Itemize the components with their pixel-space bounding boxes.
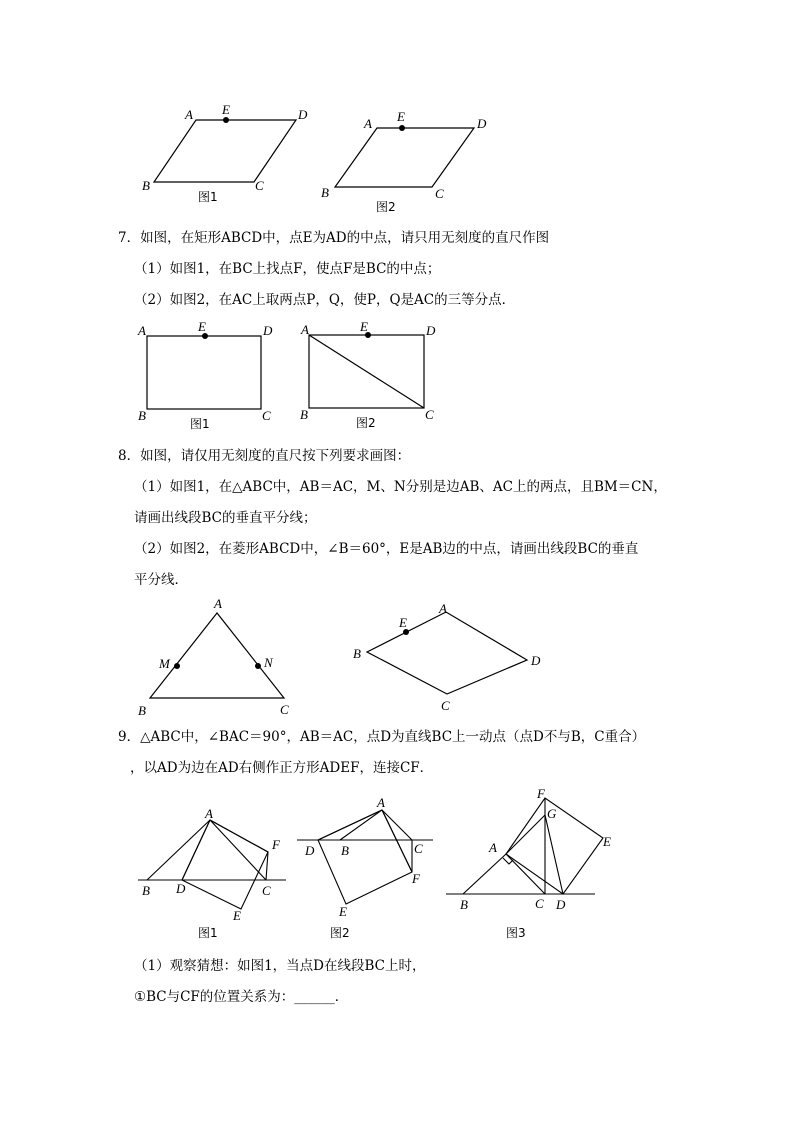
label-c: C: [435, 186, 444, 201]
label-f: F: [537, 786, 545, 801]
row2-fig2-rectangle: [300, 319, 436, 430]
label-e: E: [233, 908, 241, 923]
figure-caption: 图2: [356, 416, 376, 430]
figure-caption: 图1: [198, 190, 218, 204]
label-c: C: [255, 178, 264, 193]
point-e-dot: [223, 117, 229, 123]
label-d: D: [263, 323, 273, 338]
figure-caption: 图3: [506, 926, 526, 940]
row4-fig2-labels: [304, 795, 423, 940]
row2-fig1-rectangle: [137, 319, 273, 431]
q8-part1-line2: 请画出线段BC的垂直平分线；: [134, 510, 317, 526]
label-d: D: [426, 323, 436, 338]
label-c: C: [280, 702, 289, 717]
q9-stem-line1: 9．△ABC中，∠BAC＝90°，AB＝AC，点D为直线BC上一动点（点D不与B，C重合）: [118, 729, 646, 745]
label-c: C: [535, 896, 544, 911]
row1-fig2-parallelogram: [321, 109, 487, 214]
label-d: D: [531, 653, 541, 668]
q7-part1: （1）如图1，在BC上找点F，使点F是BC的中点；: [134, 261, 441, 277]
label-b: B: [353, 646, 361, 661]
label-f: F: [272, 837, 280, 852]
q8-part1-line1: （1）如图1，在△ABC中，AB＝AC，M、N分别是边AB、AC上的两点，且BM＝CN，: [134, 479, 667, 495]
label-e: E: [399, 615, 407, 630]
label-a: A: [185, 107, 193, 122]
point-m-dot: [174, 663, 180, 669]
figure-caption: 图2: [376, 200, 396, 214]
row3-fig1-triangle: [138, 596, 289, 718]
label-b: B: [321, 185, 329, 200]
label-b: B: [142, 178, 150, 193]
q9-part1-sub1: ①BC与CF的位置关系为：______．: [134, 989, 349, 1005]
label-d: D: [305, 843, 315, 858]
q9-stem-line2: ，以AD为边在AD右侧作正方形ADEF，连接CF．: [130, 760, 434, 776]
q7-part2: （2）如图2，在AC上取两点P，Q，使P，Q是AC的三等分点．: [134, 292, 516, 308]
label-e: E: [198, 319, 206, 334]
label-b: B: [138, 703, 146, 718]
q7-stem: 7．如图，在矩形ABCD中，点E为AD的中点，请只用无刻度的直尺作图: [118, 230, 550, 246]
label-a: A: [205, 806, 213, 821]
label-c: C: [414, 841, 423, 856]
label-n: N: [264, 655, 273, 670]
label-a: A: [364, 116, 372, 131]
label-e: E: [339, 904, 347, 919]
label-d: D: [176, 881, 186, 896]
label-c: C: [441, 698, 450, 713]
q8-part2-line2: 平分线．: [134, 572, 188, 588]
label-f: F: [412, 871, 420, 886]
label-d: D: [298, 107, 308, 122]
label-c: C: [262, 883, 271, 898]
label-a: A: [138, 323, 146, 338]
row4-fig2-diagram: [297, 810, 433, 904]
label-a: A: [377, 795, 385, 810]
q8-part2-line1: （2）如图2，在菱形ABCD中，∠B＝60°，E是AB边的中点，请画出线段BC的垂直: [134, 541, 639, 557]
label-e: E: [222, 102, 230, 117]
label-b: B: [341, 843, 349, 858]
point-e-dot: [399, 125, 405, 131]
q8-stem: 8．如图，请仅用无刻度的直尺按下列要求画图：: [118, 448, 411, 464]
label-b: B: [142, 883, 150, 898]
label-a: A: [489, 840, 497, 855]
figure-caption: 图1: [190, 417, 210, 431]
row4-fig3-labels: [460, 786, 611, 940]
label-e: E: [603, 834, 611, 849]
label-a: A: [214, 596, 222, 611]
figure-caption: 图2: [330, 926, 350, 940]
label-m: M: [159, 656, 170, 671]
point-n-dot: [255, 663, 261, 669]
q9-part1: （1）观察猜想：如图1，当点D在线段BC上时，: [134, 958, 426, 974]
row4-fig3-diagram: [446, 798, 603, 894]
label-g: G: [547, 806, 557, 821]
label-b: B: [300, 407, 308, 422]
label-d: D: [477, 116, 487, 131]
label-c: C: [262, 408, 271, 423]
label-a: A: [301, 322, 309, 337]
label-b: B: [138, 408, 146, 423]
label-d: D: [556, 897, 566, 912]
label-b: B: [460, 897, 468, 912]
row1-fig1-parallelogram: [142, 102, 308, 204]
label-e: E: [397, 109, 405, 124]
label-c: C: [425, 407, 434, 422]
label-e: E: [360, 319, 368, 334]
figure-caption: 图1: [198, 926, 218, 940]
label-a: A: [439, 601, 447, 616]
row3-fig2-rhombus: [353, 601, 541, 713]
